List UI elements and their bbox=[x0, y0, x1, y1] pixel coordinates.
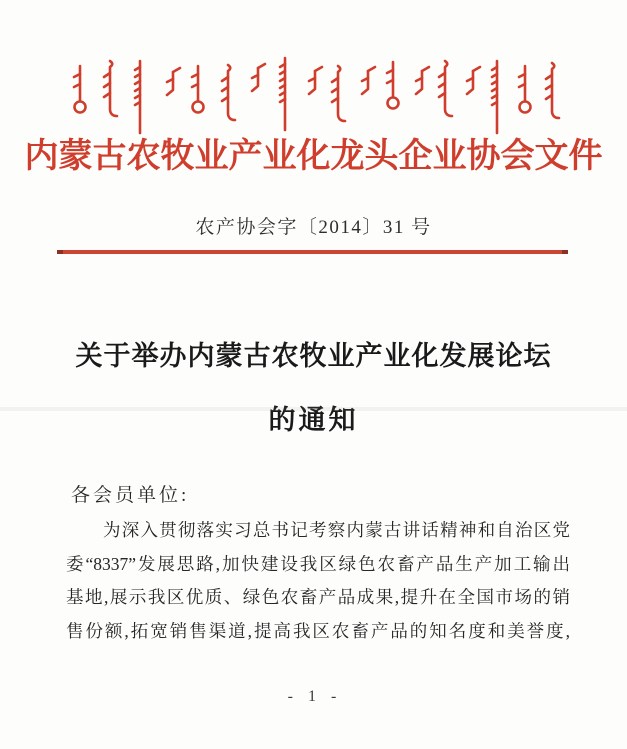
body-line: 为深入贯彻落实习总书记考察内蒙古讲话精神和自治区党 bbox=[103, 520, 570, 540]
body-line: 委“8337”发展思路,加快建设我区绿色农畜产品生产加工输出 bbox=[66, 553, 570, 574]
red-separator-line bbox=[57, 250, 568, 254]
notice-title-line1: 关于举办内蒙古农牧业产业化发展论坛 bbox=[75, 341, 552, 371]
notice-title-line2: 的通知 bbox=[268, 405, 359, 435]
body-line: 售份额,拓宽销售渠道,提高我区农畜产品的知名度和美誉度, bbox=[66, 620, 570, 641]
body-line: 基地,展示我区优质、绿色农畜产品成果,提升在全国市场的销 bbox=[66, 587, 570, 607]
letterhead-org-title: 内蒙古农牧业产业化龙头企业协会文件 bbox=[24, 138, 603, 175]
document-number: 农产协会字〔2014〕31 号 bbox=[195, 217, 432, 238]
scan-artifact-line bbox=[0, 407, 627, 411]
body-paragraph bbox=[66, 514, 570, 648]
salutation: 各会员单位: bbox=[71, 485, 190, 506]
page-number: - 1 - bbox=[287, 688, 340, 705]
